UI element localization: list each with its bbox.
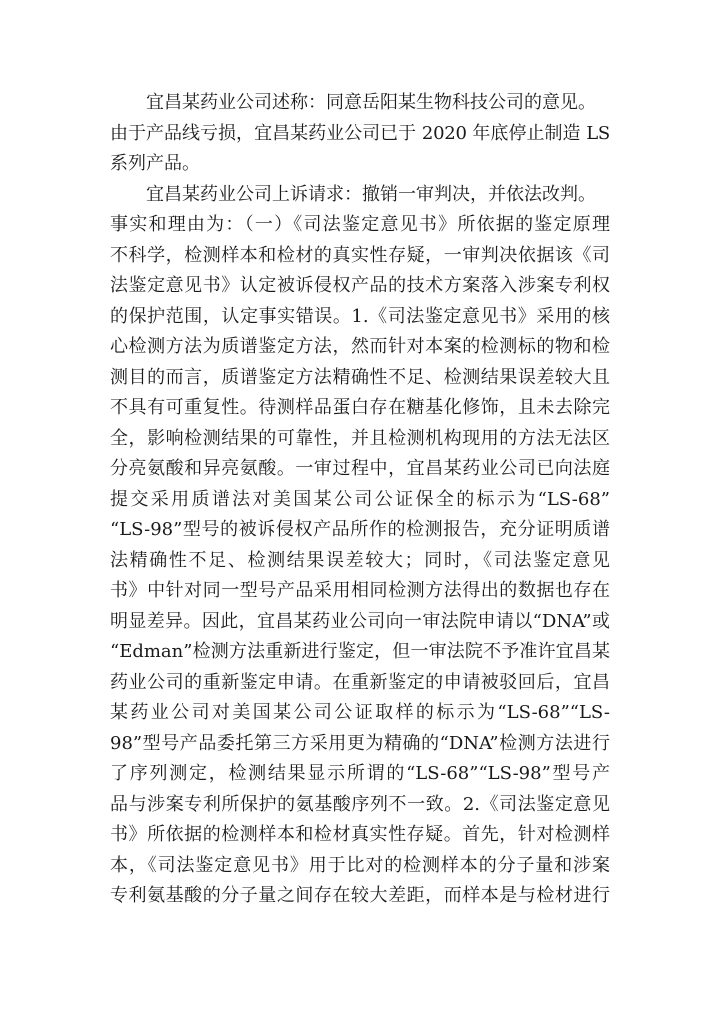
text-line: 法精确性不足、检测结果误差较大；同时，《司法鉴定意见 bbox=[110, 549, 610, 571]
text-line: 品与涉案专利所保护的氨基酸序列不一致。2.《司法鉴定意见 bbox=[110, 793, 610, 815]
text-line: 了序列测定，检测结果显示所谓的“LS-68”“LS-98”型号产 bbox=[110, 763, 610, 784]
text-line: 专利氨基酸的分子量之间存在较大差距，而样本是与检材进行 bbox=[110, 885, 610, 906]
text-line: 法鉴定意见书》认定被诉侵权产品的技术方案落入涉案专利权 bbox=[110, 275, 610, 296]
text-line: 不科学，检测样本和检材的真实性存疑，一审判决依据该《司 bbox=[110, 244, 610, 266]
text-line: 系列产品。 bbox=[110, 153, 200, 174]
text-line: 不具有可重复性。待测样品蛋白存在糖基化修饰，且未去除完 bbox=[110, 397, 610, 418]
text-line: 明显差异。因此，宜昌某药业公司向一审法院申请以“DNA”或 bbox=[110, 610, 610, 632]
text-line: 宜昌某药业公司述称：同意岳阳某生物科技公司的意见。 bbox=[110, 92, 596, 113]
document-body bbox=[110, 88, 610, 912]
text-line: 事实和理由为：（一）《司法鉴定意见书》所依据的鉴定原理 bbox=[110, 214, 610, 235]
text-line: 药业公司的重新鉴定申请。在重新鉴定的申请被驳回后，宜昌 bbox=[110, 671, 610, 693]
text-line: 的保护范围，认定事实错误。1.《司法鉴定意见书》采用的核 bbox=[110, 305, 610, 327]
text-line: “LS-98”型号的被诉侵权产品所作的检测报告，充分证明质谱 bbox=[110, 519, 610, 540]
text-line: 本，《司法鉴定意见书》用于比对的检测样本的分子量和涉案 bbox=[110, 854, 610, 876]
text-line: 宜昌某药业公司上诉请求：撤销一审判决，并依法改判。 bbox=[110, 183, 596, 205]
text-line: “Edman”检测方法重新进行鉴定，但一审法院不予准许宜昌某 bbox=[110, 641, 610, 662]
text-line: 由于产品线亏损，宜昌某药业公司已于 2020 年底停止制造 LS bbox=[110, 122, 610, 144]
text-line: 提交采用质谱法对美国某公司公证保全的标示为“LS-68” bbox=[110, 488, 610, 510]
text-line: 分亮氨酸和异亮氨酸。一审过程中，宜昌某药业公司已向法庭 bbox=[110, 458, 610, 479]
text-line: 书》所依据的检测样本和检材真实性存疑。首先，针对检测样 bbox=[110, 824, 610, 845]
text-line: 书》中针对同一型号产品采用相同检测方法得出的数据也存在 bbox=[110, 580, 610, 601]
text-line: 98”型号产品委托第三方采用更为精确的“DNA”检测方法进行 bbox=[110, 732, 610, 754]
text-line: 测目的而言，质谱鉴定方法精确性不足、检测结果误差较大且 bbox=[110, 366, 610, 388]
text-line: 某药业公司对美国某公司公证取样的标示为“LS-68”“LS- bbox=[110, 702, 610, 723]
text-line: 全，影响检测结果的可靠性，并且检测机构现用的方法无法区 bbox=[110, 427, 610, 449]
text-line: 心检测方法为质谱鉴定方法，然而针对本案的检测标的物和检 bbox=[110, 336, 610, 357]
